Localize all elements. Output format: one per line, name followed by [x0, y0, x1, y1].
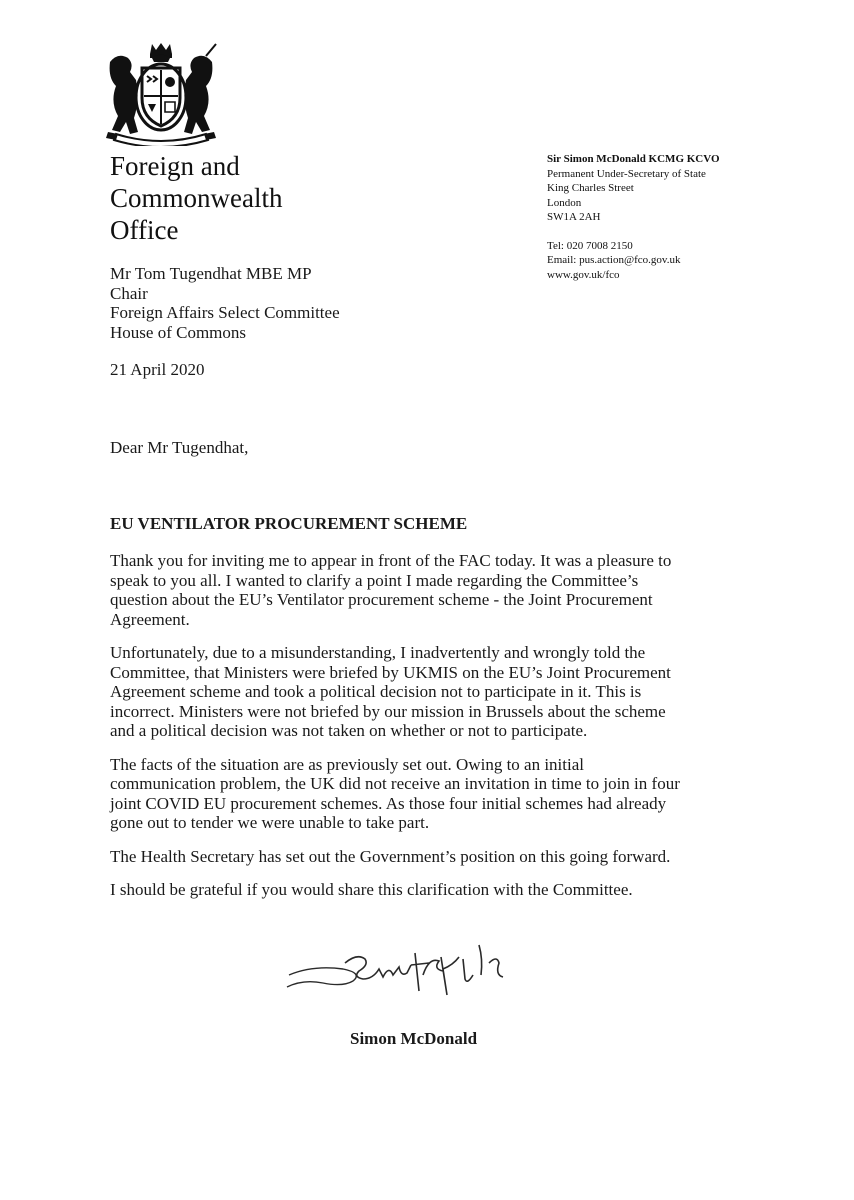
body-paragraph [110, 880, 750, 900]
sender-phone: Tel: 020 7008 2150 [547, 239, 633, 252]
letter-date: 21 April 2020 [110, 360, 205, 379]
letter-body [110, 551, 750, 914]
body-line: I should be grateful if you would share this clarification with the Committee. [110, 880, 633, 899]
recipient-address-block [110, 264, 340, 342]
spacer [547, 225, 720, 239]
handwritten-signature [283, 935, 523, 1001]
department-line: Foreign and [110, 151, 240, 181]
salutation: Dear Mr Tugendhat, [110, 438, 249, 457]
body-line: Agreement scheme and took a political decision not to participate in it. This is [110, 682, 642, 701]
body-line: and a political decision was not taken on whether or not to participate. [110, 721, 588, 740]
royal-coat-of-arms-logo [100, 40, 222, 146]
body-line: Agreement. [110, 609, 190, 629]
body-line: gone out to tender we were unable to take part. [110, 813, 430, 832]
sender-address-line: SW1A 2AH [547, 211, 601, 223]
department-line: Office [110, 215, 179, 245]
recipient-line: House of Commons [110, 322, 246, 342]
recipient-line: Mr Tom Tugendhat MBE MP [110, 264, 312, 283]
department-line: Commonwealth [110, 183, 283, 213]
body-line: joint COVID EU procurement schemes. As those four initial schemes had already [110, 793, 667, 813]
body-line: speak to you all. I wanted to clarify a point I made regarding the Committee’s [110, 570, 639, 590]
body-line: Unfortunately, due to a misunderstanding, I inadvertently and wrongly told the [110, 643, 646, 662]
body-paragraph [110, 755, 750, 833]
sender-website: www.gov.uk/fco [547, 268, 620, 281]
body-line: The facts of the situation are as previously set out. Owing to an initial [110, 754, 584, 774]
body-line: question about the EU’s Ventilator procurement scheme - the Joint Procurement [110, 590, 653, 609]
body-paragraph [110, 847, 750, 867]
subject-heading: EU VENTILATOR PROCUREMENT SCHEME [110, 514, 468, 533]
department-name [110, 150, 282, 246]
sender-address-line: London [547, 196, 582, 209]
body-line: The Health Secretary has set out the Government’s position on this going forward. [110, 846, 671, 866]
sender-address-line: King Charles Street [547, 182, 634, 194]
body-line: communication problem, the UK did not receive an invitation in time to join in four [110, 774, 680, 793]
sender-name: Sir Simon McDonald KCMG KCVO [547, 153, 720, 165]
body-paragraph [110, 551, 750, 629]
sender-address-block [547, 152, 720, 282]
sender-address-line: Permanent Under-Secretary of State [547, 167, 706, 180]
body-paragraph [110, 643, 750, 741]
signatory-name: Simon McDonald [350, 1029, 478, 1048]
body-line: incorrect. Ministers were not briefed by our mission in Brussels about the scheme [110, 701, 666, 721]
recipient-line: Chair [110, 283, 148, 303]
body-line: Committee, that Ministers were briefed by UKMIS on the EU’s Joint Procurement [110, 662, 671, 682]
recipient-line: Foreign Affairs Select Committee [110, 303, 340, 322]
sender-email: Email: pus.action@fco.gov.uk [547, 254, 681, 266]
body-line: Thank you for inviting me to appear in front of the FAC today. It was a pleasure to [110, 551, 672, 570]
